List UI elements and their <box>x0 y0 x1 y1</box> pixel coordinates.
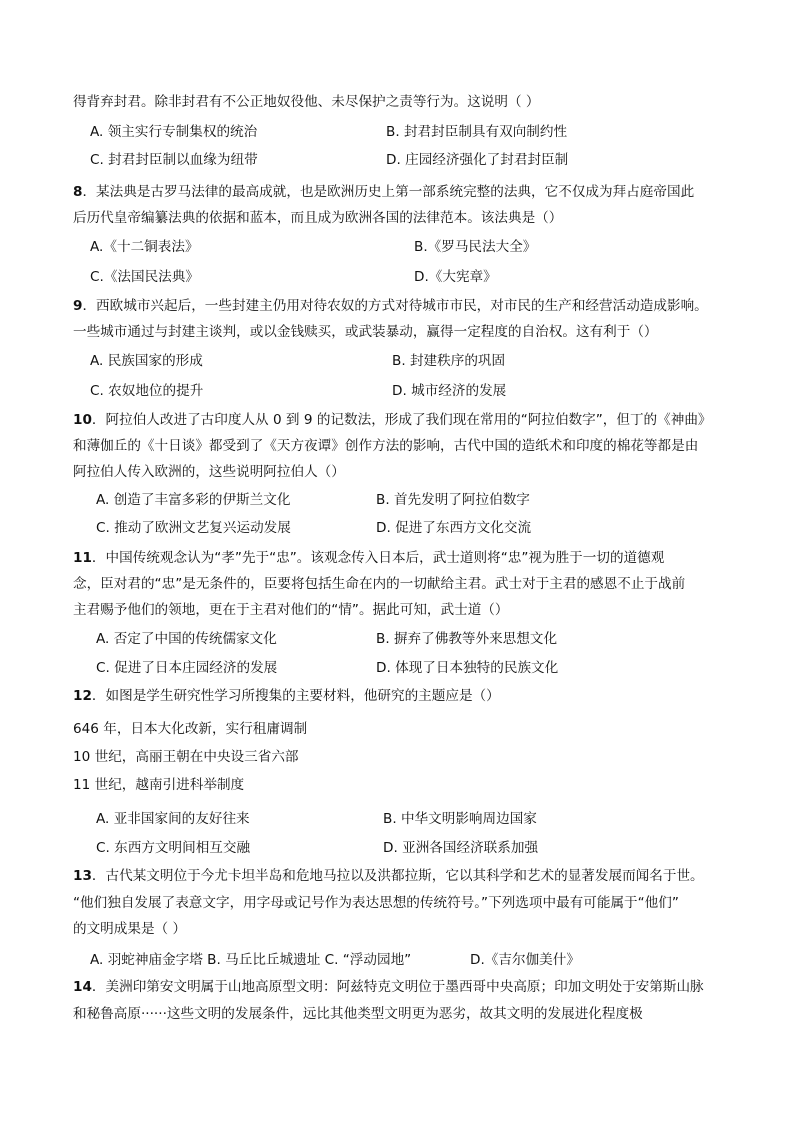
q13-options-abc[interactable]: A. 羽蛇神庙金字塔 B. 马丘比丘城遗址 C. “浮动园地” <box>90 952 412 968</box>
q13-number: 13 <box>73 868 92 884</box>
q9-stem-2: 一些城市通过与封建主谈判，或以金钱赎买，或武装暴动，赢得一定程度的自治权。这有利于（） <box>73 324 658 340</box>
q7-option-c[interactable]: C. 封君封臣制以血缘为纽带 <box>90 152 258 168</box>
q10-stem-1: 10．阿拉伯人改进了古印度人从 0 到 9 的记数法，形成了我们现在常用的“阿拉伯数字”，但丁的《神曲》 <box>73 412 712 428</box>
q9-option-b[interactable]: B. 封建秩序的巩固 <box>392 353 506 369</box>
q7-option-a[interactable]: A. 领主实行专制集权的统治 <box>90 124 258 140</box>
q12-stem: 12．如图是学生研究性学习所搜集的主要材料，他研究的主题应是（） <box>73 688 500 704</box>
q13-stem-2: “他们独自发展了表意文字，用字母或记号作为表达思想的传统符号。”下列选项中最有可能属于“他们” <box>73 895 679 911</box>
q10-option-c[interactable]: C. 推动了欧洲文艺复兴运动发展 <box>96 520 291 536</box>
q12-material-3: 11 世纪，越南引进科举制度 <box>73 777 245 793</box>
q10-stem-3: 阿拉伯人传入欧洲的，这些说明阿拉伯人（） <box>73 464 345 480</box>
q8-stem-1: 8．某法典是古罗马法律的最高成就，也是欧洲历史上第一部系统完整的法典，它不仅成为拜占庭帝国此 <box>73 184 695 200</box>
q11-option-b[interactable]: B. 摒弃了佛教等外来思想文化 <box>376 631 558 647</box>
q8-option-b[interactable]: B.《罗马民法大全》 <box>414 239 537 255</box>
q12-material-2: 10 世纪，高丽王朝在中央设三省六部 <box>73 749 299 765</box>
q9-option-c[interactable]: C. 农奴地位的提升 <box>90 383 204 399</box>
q11-option-d[interactable]: D. 体现了日本独特的民族文化 <box>376 660 559 676</box>
q8-option-c[interactable]: C.《法国民法典》 <box>90 269 199 285</box>
q12-option-b[interactable]: B. 中华文明影响周边国家 <box>383 811 537 827</box>
q10-number: 10 <box>73 412 92 428</box>
q7-option-b[interactable]: B. 封君封臣制具有双向制约性 <box>386 124 568 140</box>
q11-number: 11 <box>73 550 92 566</box>
q11-stem-1: 11．中国传统观念认为“孝”先于“忠”。该观念传入日本后，武士道则将“忠”视为胜于一切的道德观 <box>73 550 665 566</box>
q12-option-d[interactable]: D. 亚洲各国经济联系加强 <box>383 840 539 856</box>
q11-option-a[interactable]: A. 否定了中国的传统儒家文化 <box>96 631 277 647</box>
q9-stem-1: 9．西欧城市兴起后，一些封建主仍用对待农奴的方式对待城市市民，对市民的生产和经营活动造成影响。 <box>73 298 708 314</box>
q10-option-d[interactable]: D. 促进了东西方文化交流 <box>376 520 532 536</box>
q11-stem-2: 念，臣对君的“忠”是无条件的，臣要将包括生命在内的一切献给主君。武士对于主君的感恩不止于战前 <box>73 576 686 592</box>
q13-stem-1: 13．古代某文明位于今尤卡坦半岛和危地马拉以及洪都拉斯，它以其科学和艺术的显著发展而闻名于世。 <box>73 868 704 884</box>
q13-option-d[interactable]: D.《吉尔伽美什》 <box>470 952 580 968</box>
q14-stem-1: 14．美洲印第安文明属于山地高原型文明：阿兹特克文明位于墨西哥中央高原；印加文明处于安第斯山脉 <box>73 979 704 995</box>
q13-stem-3: 的文明成果是（ ） <box>73 921 187 937</box>
q9-number: 9 <box>73 298 83 314</box>
q9-option-a[interactable]: A. 民族国家的形成 <box>90 353 203 369</box>
q10-option-b[interactable]: B. 首先发明了阿拉伯数字 <box>376 492 530 508</box>
q11-stem-3: 主君赐予他们的领地，更在于主君对他们的“情”。据此可知，武士道（） <box>73 602 509 618</box>
q12-number: 12 <box>73 688 92 704</box>
q8-option-a[interactable]: A.《十二铜表法》 <box>90 239 199 255</box>
q10-stem-2: 和薄伽丘的《十日谈》都受到了《天方夜谭》创作方法的影响，古代中国的造纸术和印度的棉花等都是由 <box>73 438 699 454</box>
q7-stem: 得背弃封君。除非封君有不公正地奴役他、未尽保护之责等行为。这说明（ ） <box>73 94 540 110</box>
q14-stem-2: 和秘鲁高原······这些文明的发展条件，远比其他类型文明更为恶劣，故其文明的发展进化程度极 <box>73 1006 643 1022</box>
q9-option-d[interactable]: D. 城市经济的发展 <box>392 383 507 399</box>
q11-option-c[interactable]: C. 促进了日本庄园经济的发展 <box>96 660 278 676</box>
q10-option-a[interactable]: A. 创造了丰富多彩的伊斯兰文化 <box>96 492 291 508</box>
q12-option-a[interactable]: A. 亚非国家间的友好往来 <box>96 811 250 827</box>
q8-number: 8 <box>73 184 83 200</box>
q12-option-c[interactable]: C. 东西方文明间相互交融 <box>96 840 251 856</box>
q12-material-1: 646 年，日本大化改新，实行租庸调制 <box>73 721 308 737</box>
q7-option-d[interactable]: D. 庄园经济强化了封君封臣制 <box>386 152 569 168</box>
q8-option-d[interactable]: D.《大宪章》 <box>414 269 497 285</box>
q8-stem-2: 后历代皇帝编纂法典的依据和蓝本，而且成为欧洲各国的法律范本。该法典是（） <box>73 210 563 226</box>
q14-number: 14 <box>73 979 92 995</box>
